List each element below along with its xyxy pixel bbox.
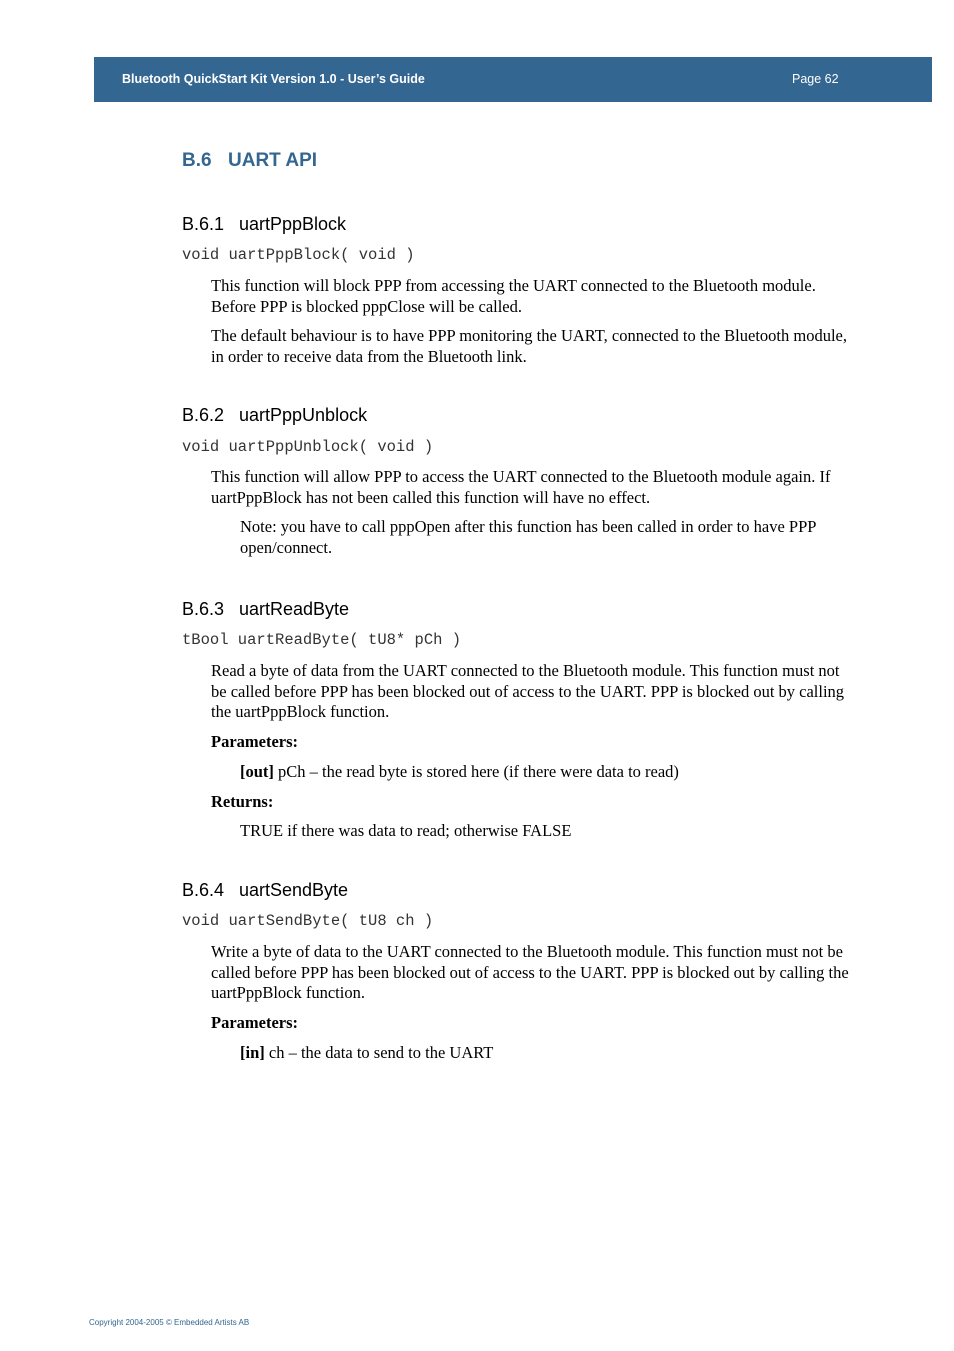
subsection-title: uartPppUnblock (239, 405, 368, 425)
parameter-direction: [in] (240, 1043, 265, 1062)
function-signature: tBool uartReadByte( tU8* pCh ) (182, 631, 462, 649)
copyright-footer: Copyright 2004-2005 © Embedded Artists AB (89, 1318, 250, 1327)
subsection-heading-uartpppblock (182, 214, 346, 235)
subsection-number: B.6.4 (182, 880, 225, 900)
subsection-title: uartPppBlock (239, 214, 347, 234)
description-paragraph: This function will block PPP from accessing the UART connected to the Bluetooth module. Before PPP is blocked pppClose will be called. (211, 276, 816, 316)
section-title: UART API (228, 150, 318, 171)
parameter-direction: [out] (240, 762, 274, 781)
parameters-label: Parameters: (211, 732, 299, 751)
description-paragraph: Write a byte of data to the UART connected to the Bluetooth module. This function must not be called before PPP has been blocked out of access to the UART. PPP is blocked out by calling the uartPppBlock function. (211, 942, 849, 1002)
subsection-number: B.6.2 (182, 405, 225, 425)
parameter-description: pCh – the read byte is stored here (if there were data to read) (273, 762, 679, 781)
description-paragraph: The default behaviour is to have PPP monitoring the UART, connected to the Bluetooth module, in order to receive data from the Bluetooth link. (211, 326, 847, 366)
parameter-description: ch – the data to send to the UART (264, 1043, 494, 1062)
subsection-number: B.6.3 (182, 599, 225, 619)
description-paragraph: This function will allow PPP to access the UART connected to the Bluetooth module again. If uartPppBlock has not been called this function will have no effect. (211, 467, 831, 507)
parameter-item (240, 762, 679, 782)
function-signature: void uartPppUnblock( void ) (182, 438, 434, 456)
subsection-heading-uartreadbyte (182, 599, 349, 620)
returns-description: TRUE if there was data to read; otherwise FALSE (240, 821, 572, 840)
function-signature: void uartPppBlock( void ) (182, 246, 415, 264)
parameter-item (240, 1043, 493, 1063)
subsection-heading-uartsendbyte (182, 880, 348, 901)
returns-label: Returns: (211, 792, 274, 811)
document-title: Bluetooth QuickStart Kit Version 1.0 - User’s Guide (122, 72, 425, 86)
note-paragraph: Note: you have to call pppOpen after this function has been called in order to have PPP open/connect. (240, 517, 816, 557)
page-header (94, 57, 932, 102)
subsection-number: B.6.1 (182, 214, 225, 234)
subsection-heading-uartpppunblock (182, 405, 367, 426)
page-number: Page 62 (792, 72, 839, 86)
subsection-title: uartReadByte (239, 599, 350, 619)
section-number: B.6 (182, 150, 212, 171)
subsection-title: uartSendByte (239, 880, 349, 900)
parameters-label: Parameters: (211, 1013, 299, 1032)
section-heading (182, 150, 317, 172)
function-signature: void uartSendByte( tU8 ch ) (182, 912, 434, 930)
description-paragraph: Read a byte of data from the UART connected to the Bluetooth module. This function must not be called before PPP has been blocked out of access to the UART. PPP is blocked out by calling the uartPppBlock function. (211, 661, 845, 721)
